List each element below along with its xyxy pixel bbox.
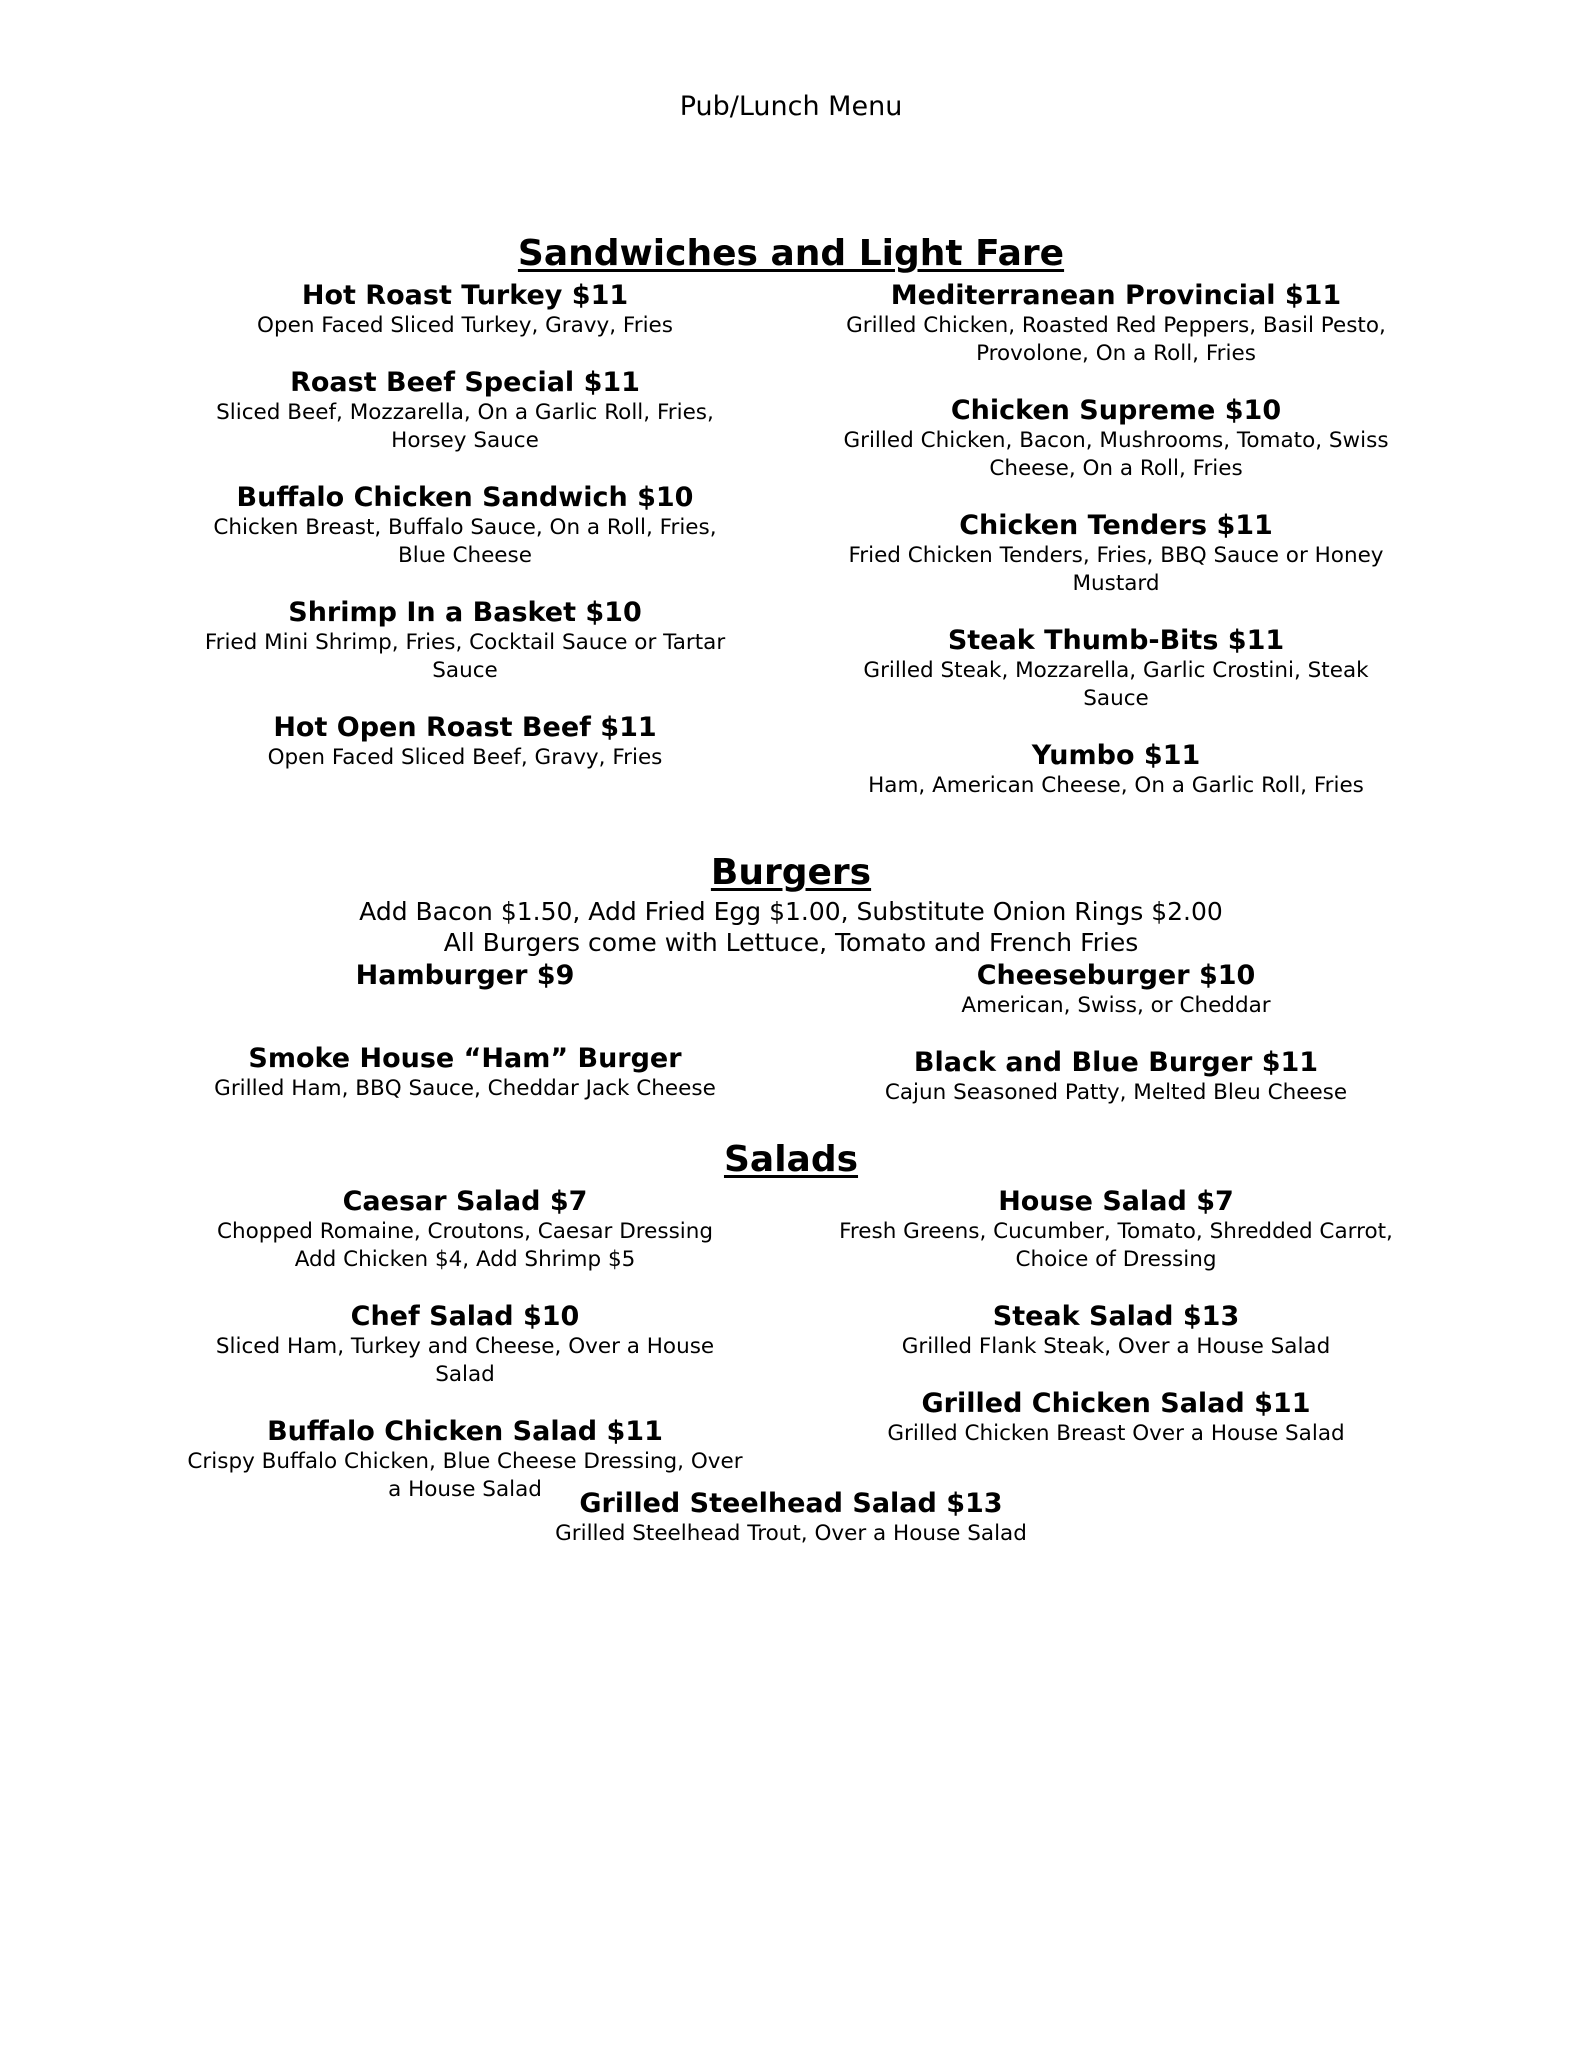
section-heading-burgers: Burgers xyxy=(710,852,872,893)
menu-item-name: Black and Blue Burger $11 xyxy=(913,1047,1319,1078)
menu-item-description: Open Faced Sliced Turkey, Gravy, Fries xyxy=(257,313,673,338)
menu-item-description: Ham, American Cheese, On a Garlic Roll, Fries xyxy=(868,773,1364,798)
menu-item-description: Chopped Romaine, Croutons, Caesar Dressing xyxy=(216,1219,714,1244)
menu-item xyxy=(816,1300,1416,1361)
burgers-right-column xyxy=(816,959,1416,1133)
menu-item xyxy=(165,1185,765,1274)
menu-item-name: Caesar Salad $7 xyxy=(342,1186,588,1217)
burgers-left-column xyxy=(165,959,765,1129)
menu-item-name: Smoke House “Ham” Burger xyxy=(248,1043,682,1074)
menu-item-name: Hamburger $9 xyxy=(355,960,575,991)
menu-item xyxy=(165,711,765,772)
menu-item-name: Hot Roast Turkey $11 xyxy=(301,280,629,311)
menu-item xyxy=(816,1185,1416,1274)
menu-item-description: Sliced Ham, Turkey and Cheese, Over a House Salad xyxy=(215,1334,715,1387)
menu-item-description: Grilled Flank Steak, Over a House Salad xyxy=(901,1334,1331,1359)
salads-left-column xyxy=(165,1185,765,1530)
menu-item xyxy=(816,394,1416,483)
menu-item xyxy=(816,739,1416,800)
menu-item-name: Roast Beef Special $11 xyxy=(290,367,640,398)
menu-item-name: Chef Salad $10 xyxy=(350,1301,580,1332)
menu-item xyxy=(816,1046,1416,1107)
menu-item-name: Grilled Chicken Salad $11 xyxy=(921,1388,1311,1419)
menu-item-description: Grilled Ham, BBQ Sauce, Cheddar Jack Cheese xyxy=(214,1076,716,1101)
sandwiches-left-column xyxy=(165,279,765,798)
menu-item xyxy=(816,279,1416,368)
menu-item-addons: Add Chicken $4, Add Shrimp $5 xyxy=(294,1247,636,1272)
menu-item-description: Grilled Steelhead Trout, Over a House Salad xyxy=(555,1521,1027,1546)
menu-item-name: Steak Salad $13 xyxy=(992,1301,1240,1332)
menu-item-name: Chicken Supreme $10 xyxy=(950,395,1282,426)
page-title: Pub/Lunch Menu xyxy=(679,91,903,122)
section-heading-sandwiches: Sandwiches and Light Fare xyxy=(517,233,1065,274)
burger-addons-note: Add Bacon $1.50, Add Fried Egg $1.00, Substitute Onion Rings $2.00 xyxy=(359,897,1223,926)
menu-item xyxy=(165,279,765,340)
menu-item-name: Grilled Steelhead Salad $13 xyxy=(579,1488,1003,1519)
menu-item-description: Grilled Steak, Mozzarella, Garlic Crostini, Steak Sauce xyxy=(863,658,1369,711)
menu-item-name: Yumbo $11 xyxy=(1031,740,1201,771)
menu-item-description: Fried Chicken Tenders, Fries, BBQ Sauce or Honey Mustard xyxy=(848,543,1384,596)
menu-item-description: Fresh Greens, Cucumber, Tomato, Shredded Carrot, Choice of Dressing xyxy=(839,1219,1393,1272)
sandwiches-right-column xyxy=(816,279,1416,826)
menu-item xyxy=(816,959,1416,1020)
menu-item xyxy=(165,959,765,992)
menu-item-name: Mediterranean Provincial $11 xyxy=(890,280,1342,311)
menu-item xyxy=(816,509,1416,598)
menu-item-description: Fried Mini Shrimp, Fries, Cocktail Sauce or Tartar Sauce xyxy=(204,630,726,683)
menu-item-name: House Salad $7 xyxy=(998,1186,1234,1217)
section-heading-salads: Salads xyxy=(723,1139,859,1180)
menu-item xyxy=(816,624,1416,713)
menu-item-name: Chicken Tenders $11 xyxy=(959,510,1273,541)
menu-item xyxy=(165,596,765,685)
menu-item-description: American, Swiss, or Cheddar xyxy=(961,993,1271,1018)
menu-item-name: Buffalo Chicken Salad $11 xyxy=(267,1416,663,1447)
menu-item-description: Crispy Buffalo Chicken, Blue Cheese Dressing, Over a House Salad xyxy=(187,1449,743,1502)
menu-item-description: Grilled Chicken, Roasted Red Peppers, Basil Pesto, Provolone, On a Roll, Fries xyxy=(846,313,1386,366)
burger-includes-note: All Burgers come with Lettuce, Tomato and French Fries xyxy=(443,928,1139,957)
menu-item-description: Sliced Beef, Mozzarella, On a Garlic Roll, Fries, Horsey Sauce xyxy=(216,400,714,453)
menu-item-description: Open Faced Sliced Beef, Gravy, Fries xyxy=(267,745,663,770)
menu-item-description: Grilled Chicken, Bacon, Mushrooms, Tomato, Swiss Cheese, On a Roll, Fries xyxy=(843,428,1389,481)
menu-item xyxy=(165,1300,765,1389)
menu-item-description: Chicken Breast, Buffalo Sauce, On a Roll, Fries, Blue Cheese xyxy=(213,515,717,568)
menu-item xyxy=(165,1042,765,1103)
menu-item xyxy=(165,366,765,455)
menu-item-description: Grilled Chicken Breast Over a House Salad xyxy=(887,1421,1345,1446)
menu-item-name: Shrimp In a Basket $10 xyxy=(288,597,642,628)
menu-item-name: Buffalo Chicken Sandwich $10 xyxy=(236,482,694,513)
menu-item-centered xyxy=(391,1487,1191,1548)
menu-item xyxy=(165,481,765,570)
menu-item-name: Steak Thumb-Bits $11 xyxy=(947,625,1285,656)
menu-item-name: Hot Open Roast Beef $11 xyxy=(273,712,657,743)
menu-item-name: Cheeseburger $10 xyxy=(976,960,1256,991)
salads-right-column xyxy=(816,1185,1416,1474)
menu-item xyxy=(816,1387,1416,1448)
menu-item-description: Cajun Seasoned Patty, Melted Bleu Cheese xyxy=(884,1080,1348,1105)
